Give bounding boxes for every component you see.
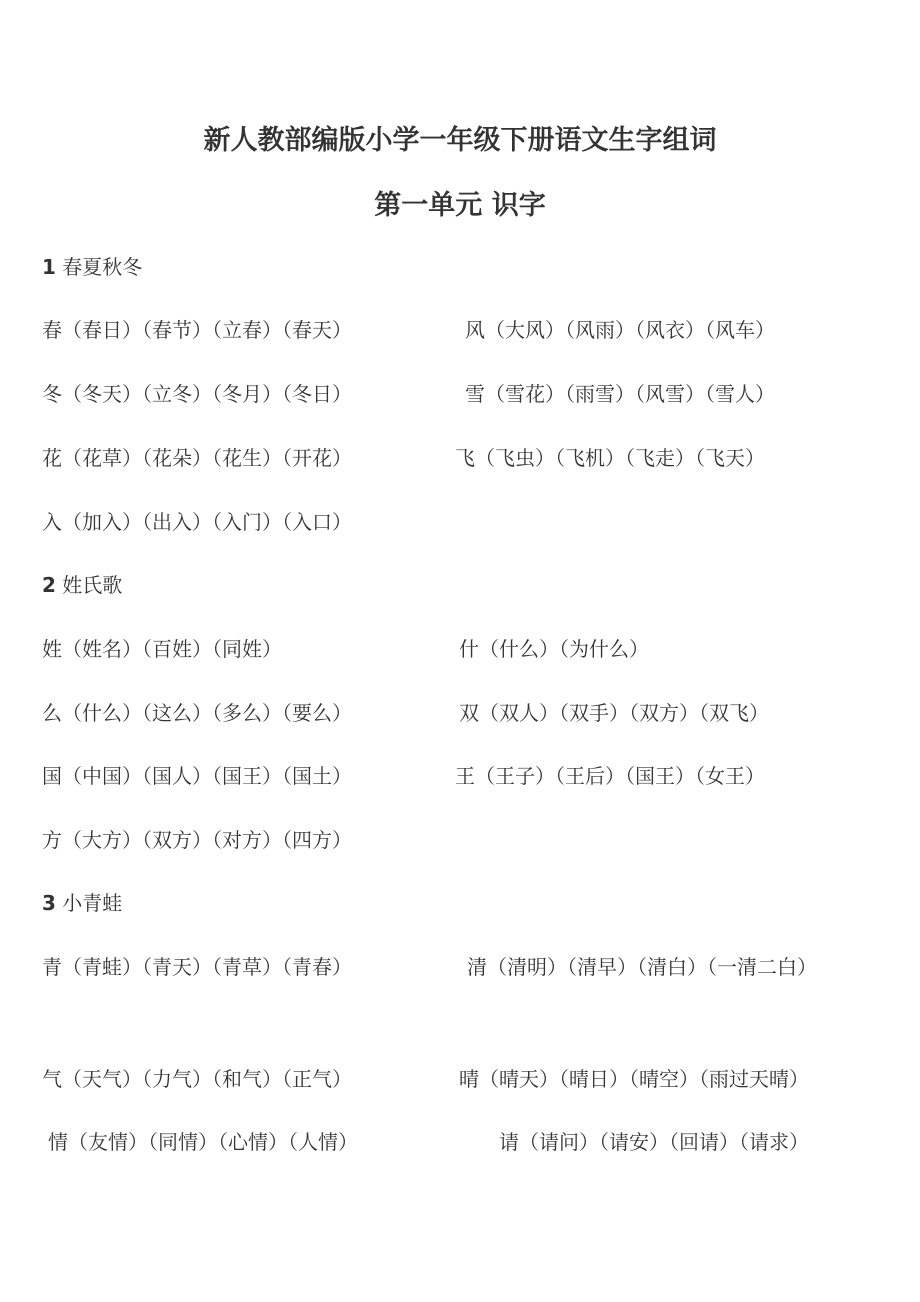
word-row: 入（加入）（出入）（入门）（入口） (42, 510, 352, 534)
word-row: 姓（姓名）（百姓）（同姓） (42, 637, 282, 661)
word-row: 花（花草）（花朵）（花生）（开花） (42, 446, 352, 470)
word-row: 春（春日）（春节）（立春）（春天） (42, 318, 352, 342)
word-row: 双（双人）（双手）（双方）（双飞） (459, 701, 769, 725)
word-row: 方（大方）（双方）（对方）（四方） (42, 828, 352, 852)
lesson-number: 1 (42, 255, 56, 279)
lesson-name: 姓氏歌 (62, 573, 123, 597)
lesson-heading (42, 251, 142, 280)
word-row: 什（什么）（为什么） (459, 637, 649, 661)
lesson-heading (42, 569, 122, 598)
lesson-name: 小青蛙 (62, 891, 123, 915)
word-row: 国（中国）（国人）（国王）（国土） (42, 764, 352, 788)
word-row: 清（清明）（清早）（清白）（一清二白） (467, 955, 817, 979)
word-row: 请（请问）（请安）（回请）（请求） (499, 1130, 809, 1154)
lesson-number: 2 (42, 573, 56, 597)
word-row: 风（大风）（风雨）（风衣）（风车） (465, 318, 775, 342)
word-row: 青（青蛙）（青天）（青草）（青春） (42, 955, 352, 979)
word-row: 王（王子）（王后）（国王）（女王） (455, 764, 765, 788)
word-row: 晴（晴天）（晴日）（晴空）（雨过天晴） (459, 1067, 809, 1091)
document-title: 新人教部编版小学一年级下册语文生字组词 (203, 125, 717, 156)
lesson-heading (42, 887, 122, 916)
word-row: 冬（冬天）（立冬）（冬月）（冬日） (42, 382, 352, 406)
word-row: 雪（雪花）（雨雪）（风雪）（雪人） (465, 382, 775, 406)
word-row: 么（什么）（这么）（多么）（要么） (42, 701, 352, 725)
unit-title: 第一单元 识字 (374, 190, 546, 221)
word-row: 飞（飞虫）（飞机）（飞走）（飞天） (455, 446, 765, 470)
lesson-number: 3 (42, 891, 56, 915)
word-row: 气（天气）（力气）（和气）（正气） (42, 1067, 352, 1091)
lesson-name: 春夏秋冬 (62, 255, 143, 279)
word-row: 情（友情）（同情）（心情）（人情） (48, 1130, 358, 1154)
